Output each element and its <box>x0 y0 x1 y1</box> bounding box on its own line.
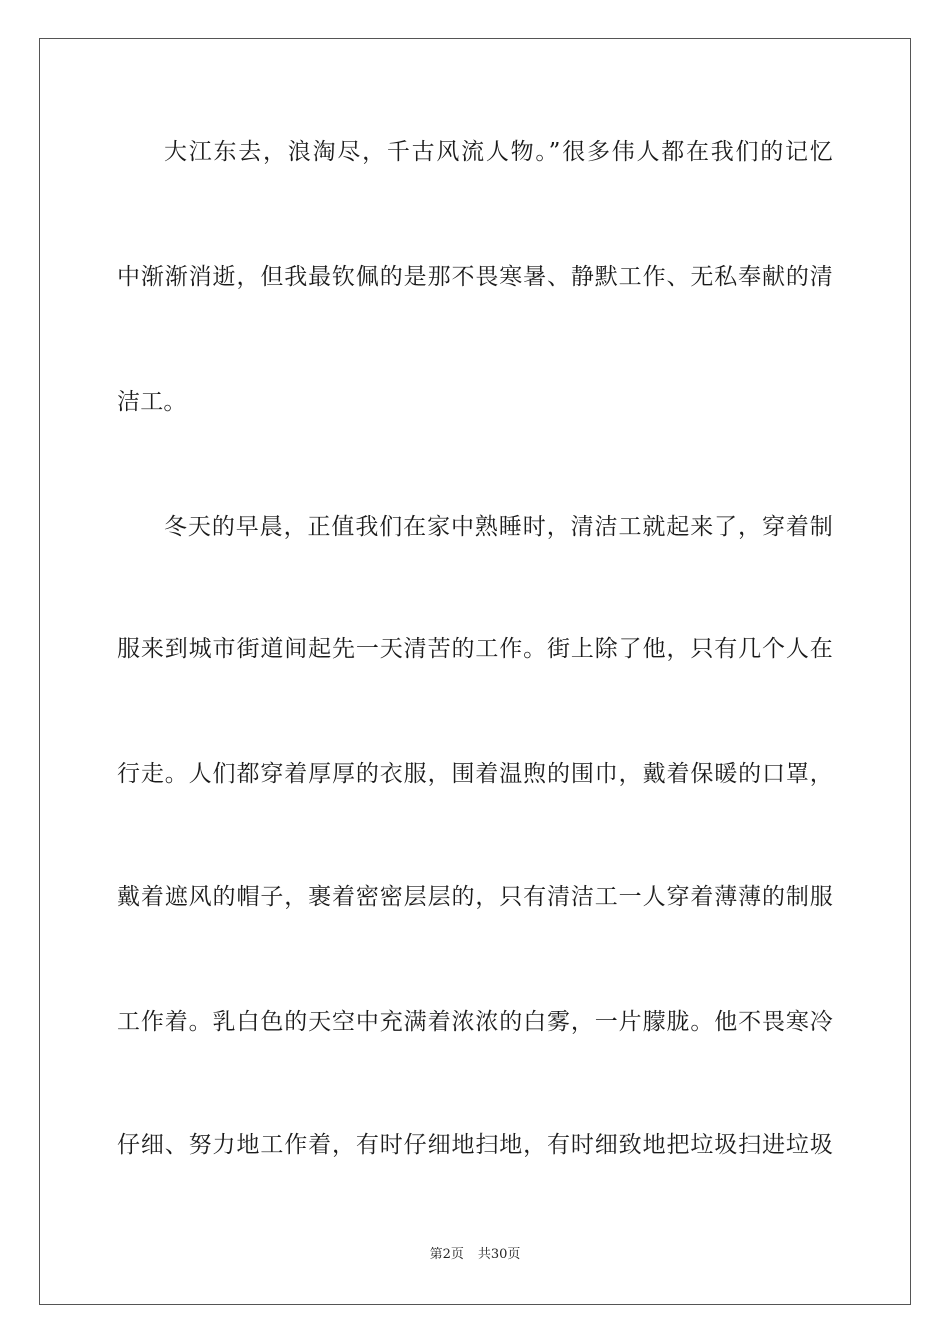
paragraph-1-line-3: 洁工。 <box>117 389 187 415</box>
paragraph-2-line-2: 服来到城市街道间起先一天清苦的工作。街上除了他，只有几个人在 <box>117 636 833 662</box>
paragraph-2-line-1: 冬天的早晨，正值我们在家中熟睡时，清洁工就起来了，穿着制 <box>164 514 833 540</box>
page-total: 共30页 <box>477 1247 521 1262</box>
page-footer <box>0 1246 950 1264</box>
paragraph-2-line-5: 工作着。乳白色的天空中充满着浓浓的白雾，一片朦胧。他不畏寒冷 <box>117 1009 833 1035</box>
page-number: 第2页 <box>429 1247 464 1262</box>
paragraph-2-line-4: 戴着遮风的帽子，裹着密密层层的，只有清洁工一人穿着薄薄的制服 <box>117 884 833 910</box>
page-border <box>39 38 911 1305</box>
paragraph-2-line-3: 行走。人们都穿着厚厚的衣服，围着温煦的围巾，戴着保暖的口罩， <box>117 761 833 787</box>
paragraph-1-line-2: 中渐渐消逝，但我最钦佩的是那不畏寒暑、静默工作、无私奉献的清 <box>117 264 833 290</box>
paragraph-2-line-6: 仔细、努力地工作着，有时仔细地扫地，有时细致地把垃圾扫进垃圾 <box>117 1132 833 1158</box>
paragraph-1-line-1: 大江东去，浪淘尽，千古风流人物。”很多伟人都在我们的记忆 <box>164 139 833 165</box>
